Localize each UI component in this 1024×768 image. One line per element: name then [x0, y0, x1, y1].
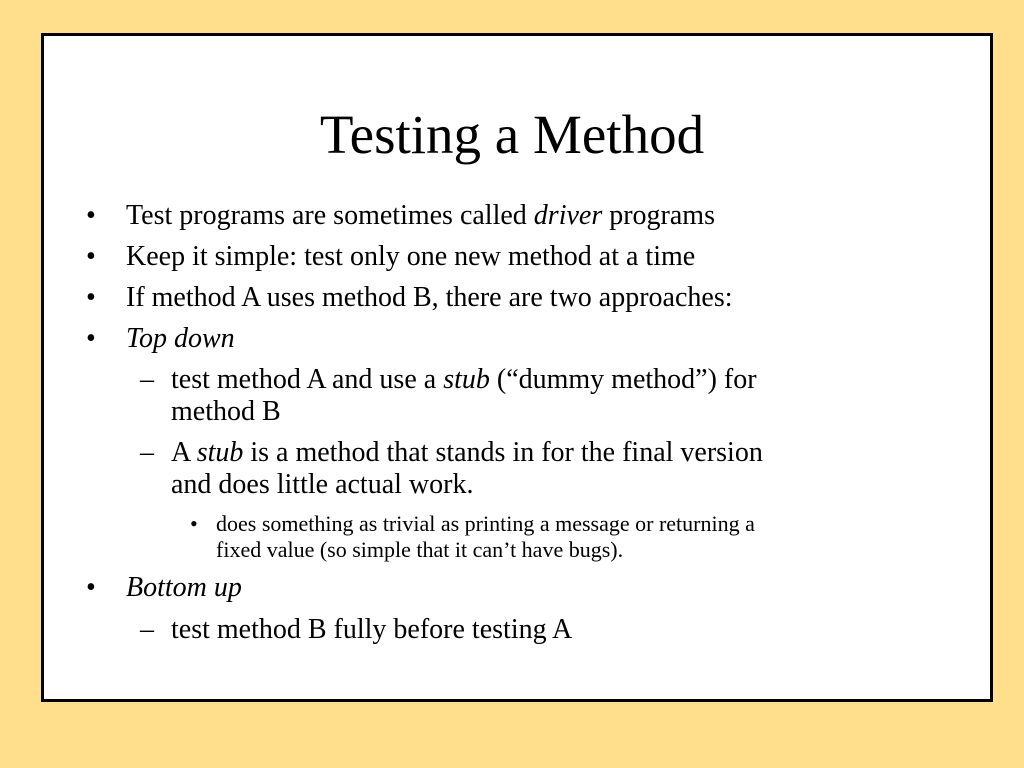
- subbullet-text-part: is a method that stands in for the final version: [243, 437, 763, 468]
- bullet-marker: •: [86, 200, 96, 231]
- subbullet-stub-definition: [171, 437, 911, 501]
- emphasis-bottom-up: Bottom up: [126, 572, 242, 603]
- bullet-marker: •: [86, 282, 96, 313]
- subbullet-text-line2: method B: [171, 396, 281, 427]
- subsubbullet-trivial: [216, 511, 926, 563]
- bullet-marker-small: •: [190, 511, 198, 536]
- emphasis-stub: stub: [443, 364, 490, 395]
- emphasis-top-down: Top down: [126, 323, 235, 354]
- subsubbullet-text-line2: fixed value (so simple that it can’t have bugs).: [216, 537, 624, 562]
- bullet-driver-programs: [126, 200, 926, 232]
- bullet-keep-simple: Keep it simple: test only one new method at a time: [126, 241, 696, 272]
- subbullet-text-part: test method A and use a: [171, 364, 444, 395]
- slide-title: Testing a Method: [319, 104, 705, 165]
- dash-marker: –: [140, 437, 154, 468]
- subbullet-test-method-a: [171, 364, 911, 428]
- bullet-bottom-up: [126, 572, 926, 604]
- subbullet-test-method-b: test method B fully before testing A: [171, 614, 573, 645]
- bullet-text-part: Test programs are sometimes called: [126, 200, 534, 231]
- bullet-text-part: programs: [602, 200, 715, 231]
- emphasis-stub: stub: [196, 437, 244, 468]
- dash-marker: –: [140, 614, 154, 645]
- bullet-two-approaches: If method A uses method B, there are two approaches:: [126, 282, 733, 313]
- bullet-marker: •: [86, 241, 96, 272]
- dash-marker: –: [140, 364, 154, 395]
- emphasis-driver: driver: [533, 200, 603, 231]
- bullet-top-down: [126, 323, 926, 355]
- subsubbullet-text: does something as trivial as printing a message or returning a: [216, 511, 755, 536]
- subbullet-text-part: (“dummy method”) for: [489, 364, 757, 395]
- bullet-marker: •: [86, 323, 96, 354]
- subbullet-text-part: A: [171, 437, 197, 468]
- bullet-marker: •: [86, 572, 96, 603]
- subbullet-text-line2: and does little actual work.: [171, 469, 474, 500]
